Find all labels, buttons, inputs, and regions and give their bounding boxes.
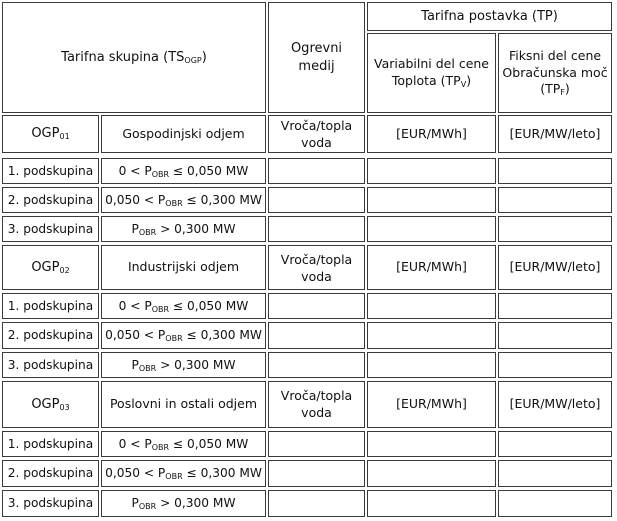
group-medium: Vroča/topla voda <box>268 381 365 428</box>
subgroup-variable-cell <box>367 322 496 349</box>
variable-unit: [EUR/MWh] <box>367 115 496 153</box>
subgroup-medium-cell <box>268 431 365 457</box>
fixed-unit: [EUR/MW/leto] <box>498 115 612 153</box>
subgroup-range: $P_{OBR} > 0,300$ MW <box>101 352 266 378</box>
variable-price-header: Variabilni del cene Toplota $(TP_V)$ <box>367 33 496 113</box>
variable-unit: [EUR/MWh] <box>367 381 496 428</box>
variable-unit: [EUR/MWh] <box>367 245 496 290</box>
medium-header: Ogrevni medij <box>268 2 365 113</box>
subgroup-label: 2. podskupina <box>2 187 99 213</box>
group-medium: Vroča/topla voda <box>268 245 365 290</box>
subgroup-variable-cell <box>367 352 496 378</box>
subgroup-range: $0 < P_{OBR} \le 0,050$ MW <box>101 293 266 319</box>
group-code: $OGP_{03}$ <box>2 381 99 428</box>
subgroup-fixed-cell <box>498 431 612 457</box>
subgroup-range: $0,050 < P_{OBR} \le 0,300$ MW <box>101 187 266 213</box>
subgroup-medium-cell <box>268 216 365 242</box>
subgroup-label: 1. podskupina <box>2 158 99 184</box>
subgroup-medium-cell <box>268 352 365 378</box>
subgroup-variable-cell <box>367 431 496 457</box>
subgroup-medium-cell <box>268 158 365 184</box>
subgroup-medium-cell <box>268 187 365 213</box>
subgroup-variable-cell <box>367 490 496 517</box>
subgroup-label: 2. podskupina <box>2 322 99 349</box>
subgroup-fixed-cell <box>498 158 612 184</box>
subgroup-label: 1. podskupina <box>2 431 99 457</box>
subgroup-label: 3. podskupina <box>2 216 99 242</box>
subgroup-fixed-cell <box>498 187 612 213</box>
subgroup-fixed-cell <box>498 216 612 242</box>
subgroup-fixed-cell <box>498 460 612 487</box>
group-code: $OGP_{02}$ <box>2 245 99 290</box>
subgroup-range: $0,050 < P_{OBR} \le 0,300$ MW <box>101 322 266 349</box>
subgroup-fixed-cell <box>498 322 612 349</box>
subgroup-range: $0 < P_{OBR} \le 0,050$ MW <box>101 158 266 184</box>
subgroup-variable-cell <box>367 460 496 487</box>
group-code: $OGP_{01}$ <box>2 115 99 153</box>
subgroup-fixed-cell <box>498 352 612 378</box>
fixed-price-header: Fiksni del cene Obračunska moč $(TP_F)$ <box>498 33 612 113</box>
fixed-unit: [EUR/MW/leto] <box>498 245 612 290</box>
subgroup-fixed-cell <box>498 293 612 319</box>
group-name: Industrijski odjem <box>101 245 266 290</box>
subgroup-medium-cell <box>268 293 365 319</box>
tariff-group-header: Tarifna skupina $(TS_{OGP})$ <box>2 2 266 113</box>
group-name: Gospodinjski odjem <box>101 115 266 153</box>
subgroup-variable-cell <box>367 158 496 184</box>
subgroup-label: 1. podskupina <box>2 293 99 319</box>
subgroup-medium-cell <box>268 460 365 487</box>
subgroup-medium-cell <box>268 322 365 349</box>
subgroup-range: $0 < P_{OBR} \le 0,050$ MW <box>101 431 266 457</box>
subgroup-range: $P_{OBR} > 0,300$ MW <box>101 216 266 242</box>
tariff-item-header: Tarifna postavka (TP) <box>367 2 612 31</box>
subgroup-label: 3. podskupina <box>2 352 99 378</box>
group-medium: Vroča/topla voda <box>268 115 365 153</box>
subgroup-fixed-cell <box>498 490 612 517</box>
subgroup-variable-cell <box>367 216 496 242</box>
subgroup-label: 2. podskupina <box>2 460 99 487</box>
subgroup-range: $P_{OBR} > 0,300$ MW <box>101 490 266 517</box>
fixed-unit: [EUR/MW/leto] <box>498 381 612 428</box>
group-name: Poslovni in ostali odjem <box>101 381 266 428</box>
subgroup-variable-cell <box>367 187 496 213</box>
subgroup-range: $0,050 < P_{OBR} \le 0,300$ MW <box>101 460 266 487</box>
subgroup-variable-cell <box>367 293 496 319</box>
subgroup-label: 3. podskupina <box>2 490 99 517</box>
subgroup-medium-cell <box>268 490 365 517</box>
